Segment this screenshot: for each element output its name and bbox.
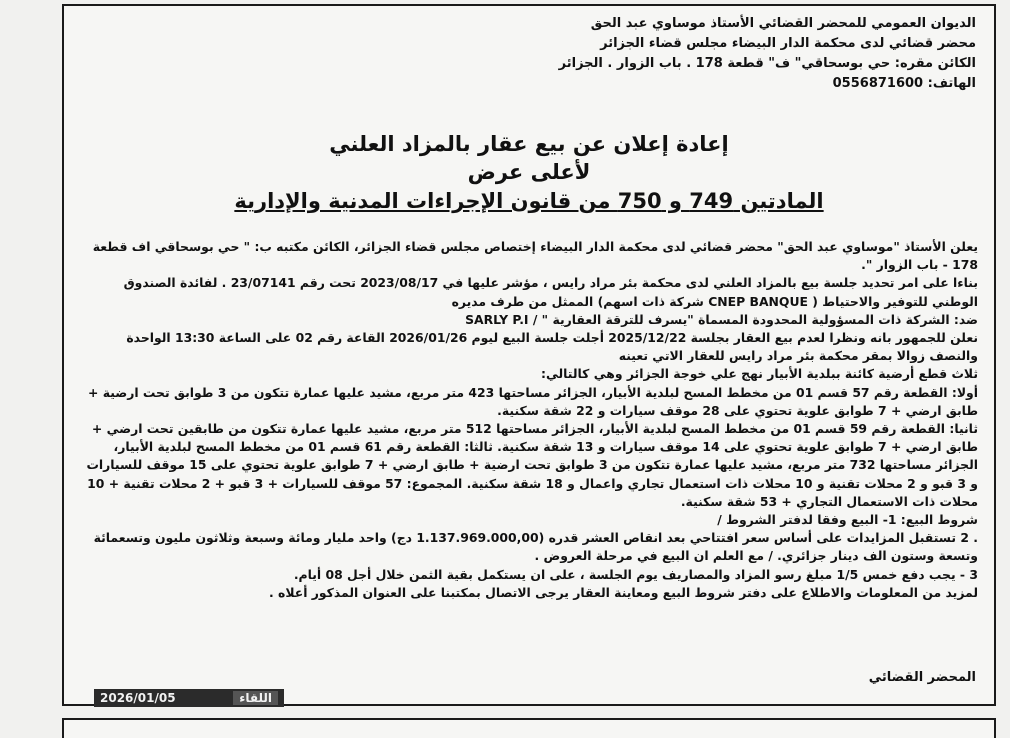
title-line-1: إعادة إعلان عن بيع عقار بالمزاد العلني — [329, 132, 729, 156]
body-paragraph: شروط البيع: 1- البيع وفقا لدفتر الشروط / — [717, 512, 978, 528]
announcement-title — [64, 130, 994, 216]
body-paragraph: أولا: القطعة رقم 57 قسم 01 من مخطط المسح لبلدية الأبيار، الجزائر مساحتها 423 متر مربع، مشيد عليها عمارة تتكون من 3 طوابق تحت ارضية + طابق ارضي + 7 طوابق علوية تحتوي على 28 موقف سيارات و 22 شقة سكنية. — [88, 384, 978, 418]
title-line-2: لأعلى عرض — [467, 160, 591, 184]
body-paragraph: ثلاث قطع أرضية كائنة ببلدية الأبيار نهج علي خوجة الجزائر وهي كالتالي: — [541, 366, 978, 382]
body-paragraph: لمزيد من المعلومات والاطلاع على دفتر شروط البيع ومعاينة العقار يرجى الاتصال بمكتبنا على العنوان المذكور أعلاه . — [268, 584, 978, 600]
next-announcement-frame — [62, 718, 996, 738]
body-paragraph: . 2 تستقبل المزايدات على أساس سعر افتتاحي بعد انقاص العشر قدره (1.137.969.000,00 دج) واحد مليار ومائة وسبعة وثلاثون مليون وتسعمائة وتسعة وستون الف دينار جزائري. / مع العلم ان البيع في مرحلة العروض . — [93, 530, 978, 564]
body-paragraph: يعلن الأستاذ "موساوي عبد الحق" محضر قضائي لدى محكمة الدار البيضاء إختصاص مجلس قضاء الجزائر، الكائن مكتبه ب: " حي بوسحاقي اف قطعة 178 - باب الزوار ". — [92, 239, 978, 273]
body-paragraph: 3 - يجب دفع خمس 1/5 مبلغ رسو المزاد والمصاريف يوم الجلسة ، على ان يستكمل بقية الثمن خلال أجل 08 أيام. — [293, 566, 978, 582]
header-phone: الهاتف: 0556871600 — [832, 76, 976, 91]
body-paragraph: ثانيا: القطعة رقم 59 قسم 01 من مخطط المسح لبلدية الأبيار، الجزائر مساحتها 512 متر مربع، مشيد عليها عمارة تتكون من طابقين تحت ارضي + طابق ارضي + 7 طوابق علوية تحتوي على 14 موقف سيارات و 13 شقة سكنية. ثالثا: القطعة رقم 61 قسم 01 من مخطط المسح لبلدية الأبيار، الجزائر مساحتها 732 متر مربع، مشيد عليها عمارة تتكون من 3 طوابق تحت ارضية + طابق ارضي + 7 طوابق علوية تحتوي على 15 موقف للسيارات و 3 قبو و 2 محلات تقنية و 10 محلات ذات استعمال تجاري واعمال و 18 شقة سكنية. المجموع: 57 موقف للسيارات + 3 قبو + 2 محلات تقنية + 10 محلات ذات الاستعمال التجاري + 53 شقة سكنية. — [86, 421, 978, 509]
bailiff-header — [216, 14, 976, 94]
body-paragraph: نعلن للجمهور بانه ونظرا لعدم بيع العقار بجلسة 2025/12/22 أجلت جلسة البيع ليوم 2026/01/26 القاعة رقم 02 على الساعة 13:30 الواحدة والنصف زوالا بمقر محكمة بئر مراد رايس للعقار الاتي تعينه — [126, 330, 978, 364]
announcement-frame — [62, 4, 996, 706]
signature: المحضر القضائي — [868, 670, 976, 685]
title-line-3: المادتين 749 و 750 من قانون الإجراءات المدنية والإدارية — [234, 189, 824, 213]
body-paragraph: بناءا على امر تحديد جلسة بيع بالمزاد العلني لدى محكمة بئر مراد رايس ، مؤشر عليها في 2023/08/17 تحت رقم 23/07141 . لفائدة الصندوق الوطني للتوفير والاحتياط ( CNEP BANQUE شركة ذات اسهم) الممثل من طرف مديره — [123, 275, 978, 309]
announcement-body — [78, 238, 978, 602]
publication-name: اللقاء — [233, 691, 278, 705]
publication-footer — [94, 689, 284, 707]
body-paragraph: ضد: الشركة ذات المسؤولية المحدودة المسماة "يسرف للترقة العقارية " / SARLY P.I — [465, 311, 978, 327]
header-address: الكائن مقره: حي بوسحاقي" ف" قطعة 178 . باب الزوار . الجزائر — [558, 56, 976, 71]
header-court: محضر قضائي لدى محكمة الدار البيضاء مجلس قضاء الجزائر — [600, 36, 976, 51]
header-office: الديوان العمومي للمحضر القضائي الأستاذ موساوي عبد الحق — [590, 16, 976, 31]
publication-date: 2026/01/05 — [100, 691, 176, 705]
